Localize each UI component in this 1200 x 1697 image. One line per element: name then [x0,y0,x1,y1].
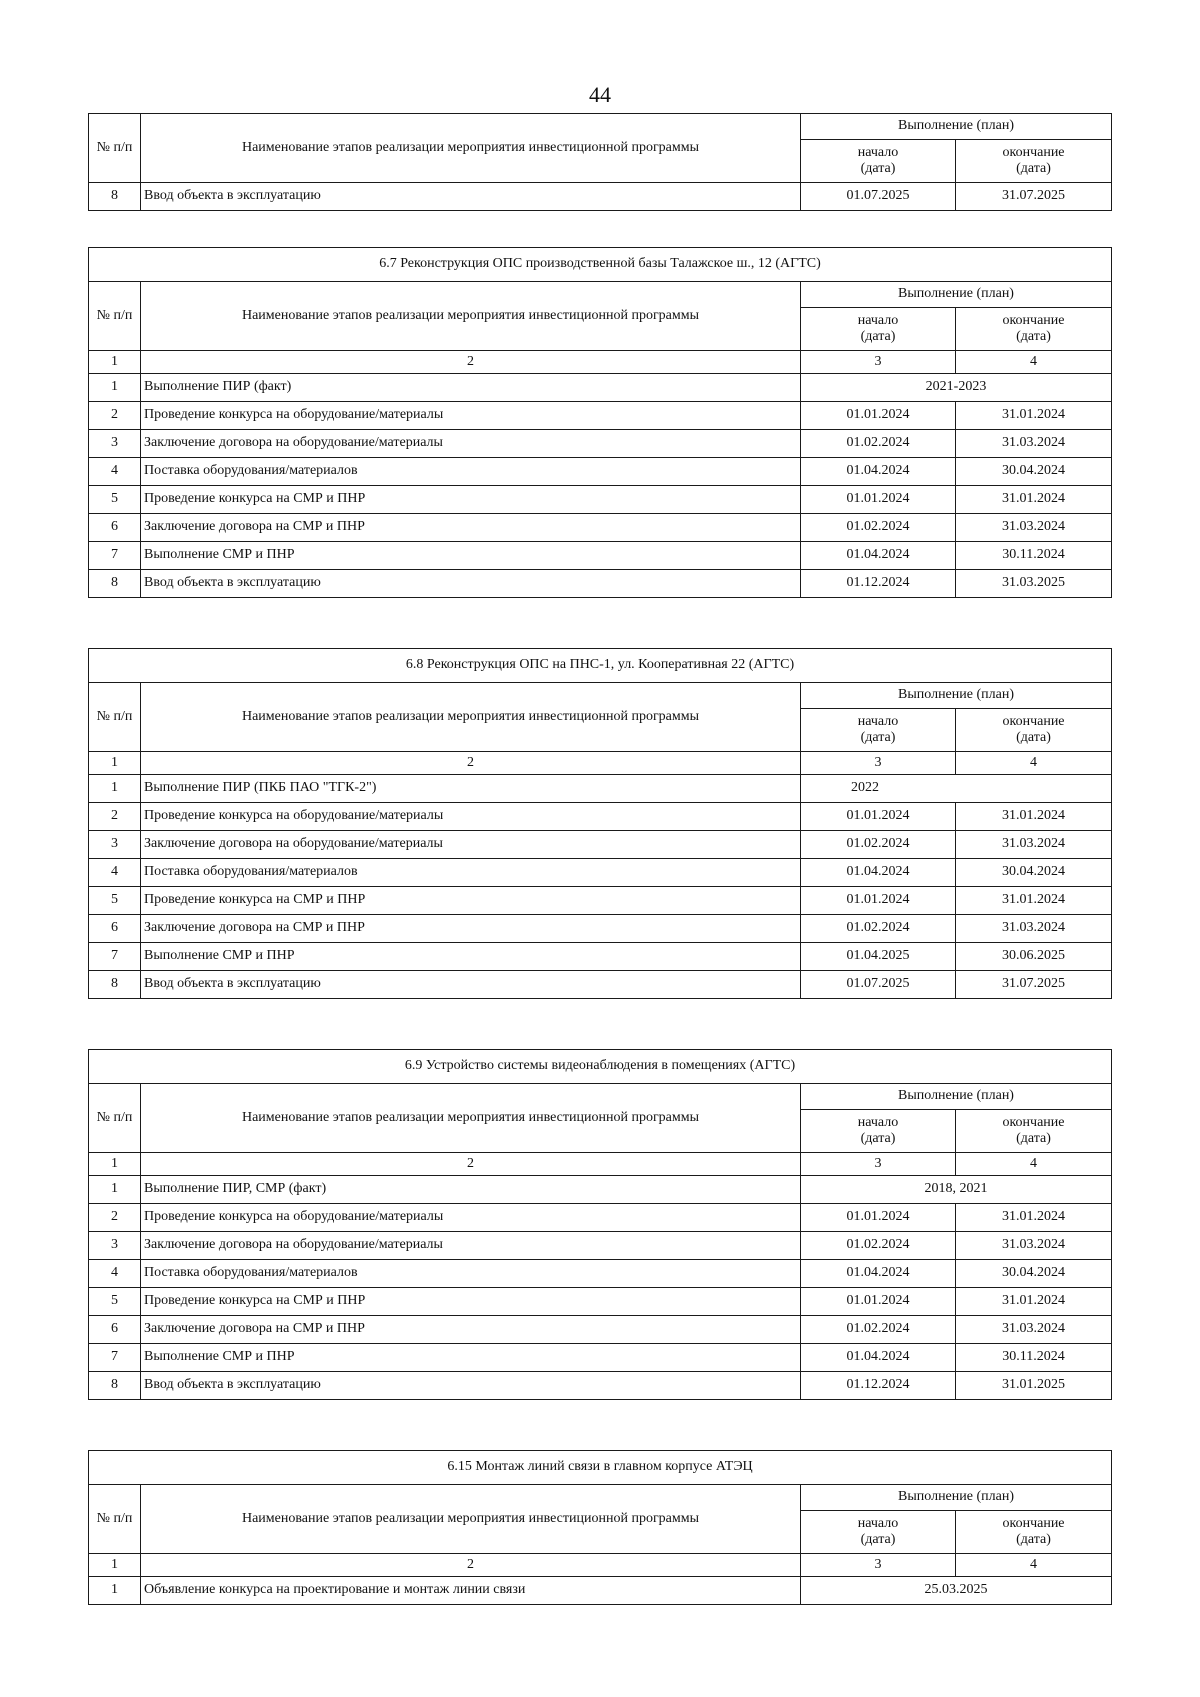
row-number: 7 [89,542,141,570]
column-number: 3 [801,351,956,374]
header-end-label: окончание [1002,713,1065,729]
start-date: 01.01.2024 [801,887,956,915]
table-title-row [89,1050,1112,1084]
header-start-unit: (дата) [860,1532,896,1547]
stage-name: Проведение конкурса на СМР и ПНР [141,486,801,514]
row-number: 8 [89,971,141,999]
row-number: 2 [89,1204,141,1232]
start-date: 01.12.2024 [801,1372,956,1400]
end-date: 31.03.2024 [956,1316,1112,1344]
header-end-unit: (дата) [1016,1532,1051,1547]
stage-name: Ввод объекта в эксплуатацию [141,183,801,211]
header-end [956,1110,1112,1153]
header-execution: Выполнение (план) [801,1084,1112,1110]
header-start [801,1511,956,1554]
end-date: 30.11.2024 [956,1344,1112,1372]
start-date: 01.02.2024 [801,1316,956,1344]
start-date: 01.01.2024 [801,1204,956,1232]
column-number: 2 [141,351,801,374]
column-number: 4 [956,1153,1112,1176]
stage-name: Заключение договора на оборудование/материалы [141,831,801,859]
table-title-row [89,649,1112,683]
table-row [89,1372,1112,1400]
column-numbers-row [89,351,1112,374]
stage-name: Поставка оборудования/материалов [141,458,801,486]
stage-name: Проведение конкурса на СМР и ПНР [141,887,801,915]
header-end-label: окончание [1002,312,1065,328]
header-start-label: начало [857,713,899,729]
header-execution: Выполнение (план) [801,1485,1112,1511]
header-no: № п/п [89,114,141,183]
header-end [956,308,1112,351]
stage-period: 2022 [801,775,1112,803]
table-row [89,542,1112,570]
table-row [89,430,1112,458]
table-row [89,1232,1112,1260]
column-number: 3 [801,1554,956,1577]
row-number: 8 [89,183,141,211]
end-date: 31.01.2024 [956,402,1112,430]
column-number: 4 [956,1554,1112,1577]
table-title: 6.8 Реконструкция ОПС на ПНС-1, ул. Кооперативная 22 (АГТС) [89,649,1112,683]
stage-name: Поставка оборудования/материалов [141,859,801,887]
end-date: 31.03.2024 [956,831,1112,859]
start-date: 01.01.2024 [801,803,956,831]
column-number: 4 [956,752,1112,775]
header-end-label: окончание [1002,1515,1065,1531]
start-date: 01.02.2024 [801,1232,956,1260]
header-start-label: начало [857,1515,899,1531]
stage-name: Выполнение СМР и ПНР [141,943,801,971]
stage-name: Ввод объекта в эксплуатацию [141,971,801,999]
header-execution: Выполнение (план) [801,683,1112,709]
table-row [89,183,1112,211]
end-date: 31.01.2024 [956,1288,1112,1316]
stage-table [88,1450,1112,1605]
stage-table [88,1049,1112,1400]
stage-name: Выполнение СМР и ПНР [141,1344,801,1372]
column-number: 3 [801,752,956,775]
row-number: 2 [89,402,141,430]
table-row [89,775,1112,803]
table-title: 6.15 Монтаж линий связи в главном корпусе АТЭЦ [89,1451,1112,1485]
row-number: 5 [89,887,141,915]
header-end-label: окончание [1002,1114,1065,1130]
start-date: 01.02.2024 [801,831,956,859]
table-title-row [89,248,1112,282]
table-row [89,803,1112,831]
end-date: 31.01.2025 [956,1372,1112,1400]
stage-name: Выполнение ПИР (факт) [141,374,801,402]
row-number: 3 [89,1232,141,1260]
row-number: 1 [89,1176,141,1204]
column-number: 1 [89,1554,141,1577]
stage-name: Объявление конкурса на проектирование и монтаж линии связи [141,1577,801,1605]
end-date: 31.03.2024 [956,430,1112,458]
row-number: 6 [89,915,141,943]
stage-name: Ввод объекта в эксплуатацию [141,570,801,598]
table-row [89,915,1112,943]
end-date: 30.04.2024 [956,1260,1112,1288]
header-name: Наименование этапов реализации мероприятия инвестиционной программы [141,683,801,752]
end-date: 31.01.2024 [956,486,1112,514]
header-name: Наименование этапов реализации мероприятия инвестиционной программы [141,1084,801,1153]
table-row [89,458,1112,486]
table-title: 6.9 Устройство системы видеонаблюдения в помещениях (АГТС) [89,1050,1112,1084]
stage-name: Проведение конкурса на оборудование/материалы [141,402,801,430]
stage-name: Проведение конкурса на оборудование/материалы [141,803,801,831]
header-no: № п/п [89,1485,141,1554]
start-date: 01.07.2025 [801,971,956,999]
stage-period: 2021-2023 [801,374,1112,402]
start-date: 01.04.2024 [801,1344,956,1372]
column-number: 1 [89,752,141,775]
end-date: 31.07.2025 [956,971,1112,999]
table-row [89,570,1112,598]
header-row [89,1485,1112,1511]
header-end [956,709,1112,752]
start-date: 01.04.2024 [801,458,956,486]
header-name: Наименование этапов реализации мероприятия инвестиционной программы [141,282,801,351]
header-execution: Выполнение (план) [801,282,1112,308]
column-number: 1 [89,351,141,374]
column-number: 1 [89,1153,141,1176]
header-end-unit: (дата) [1016,1131,1051,1146]
header-end-unit: (дата) [1016,161,1051,176]
row-number: 1 [89,374,141,402]
stage-table [88,648,1112,999]
stage-table [88,113,1112,211]
header-start [801,709,956,752]
table-row [89,486,1112,514]
row-number: 5 [89,1288,141,1316]
header-no: № п/п [89,282,141,351]
table-row [89,1577,1112,1605]
start-date: 01.04.2024 [801,542,956,570]
header-start-label: начало [857,144,899,160]
end-date: 31.01.2024 [956,887,1112,915]
table-row [89,1316,1112,1344]
end-date: 31.01.2024 [956,803,1112,831]
stage-name: Проведение конкурса на оборудование/материалы [141,1204,801,1232]
header-start-unit: (дата) [860,329,896,344]
table-row [89,374,1112,402]
end-date: 30.11.2024 [956,542,1112,570]
header-start [801,140,956,183]
start-date: 01.02.2024 [801,430,956,458]
header-end-unit: (дата) [1016,730,1051,745]
end-date: 30.06.2025 [956,943,1112,971]
header-start-unit: (дата) [860,1131,896,1146]
header-execution: Выполнение (план) [801,114,1112,140]
end-date: 31.01.2024 [956,1204,1112,1232]
header-name: Наименование этапов реализации мероприятия инвестиционной программы [141,114,801,183]
header-start [801,1110,956,1153]
row-number: 4 [89,458,141,486]
table-title-row [89,1451,1112,1485]
stage-name: Заключение договора на СМР и ПНР [141,915,801,943]
row-number: 1 [89,1577,141,1605]
header-start-unit: (дата) [860,161,896,176]
table-row [89,887,1112,915]
stage-table [88,247,1112,598]
start-date: 01.07.2025 [801,183,956,211]
header-name: Наименование этапов реализации мероприятия инвестиционной программы [141,1485,801,1554]
table-row [89,402,1112,430]
stage-name: Заключение договора на оборудование/материалы [141,430,801,458]
stage-name: Заключение договора на СМР и ПНР [141,514,801,542]
row-number: 7 [89,1344,141,1372]
row-number: 8 [89,570,141,598]
header-start-unit: (дата) [860,730,896,745]
header-end [956,1511,1112,1554]
table-row [89,943,1112,971]
start-date: 01.04.2025 [801,943,956,971]
header-end-unit: (дата) [1016,329,1051,344]
stage-period: 2018, 2021 [801,1176,1112,1204]
table-row [89,859,1112,887]
row-number: 8 [89,1372,141,1400]
header-row [89,683,1112,709]
start-date: 01.04.2024 [801,859,956,887]
end-date: 31.03.2024 [956,915,1112,943]
end-date: 30.04.2024 [956,859,1112,887]
start-date: 01.01.2024 [801,402,956,430]
header-no: № п/п [89,1084,141,1153]
column-numbers-row [89,1153,1112,1176]
start-date: 01.01.2024 [801,486,956,514]
column-numbers-row [89,1554,1112,1577]
stage-period: 25.03.2025 [801,1577,1112,1605]
row-number: 4 [89,1260,141,1288]
stage-name: Поставка оборудования/материалов [141,1260,801,1288]
header-row [89,282,1112,308]
end-date: 31.03.2025 [956,570,1112,598]
table-row [89,1344,1112,1372]
stage-name: Выполнение ПИР, СМР (факт) [141,1176,801,1204]
header-row [89,1084,1112,1110]
start-date: 01.02.2024 [801,915,956,943]
header-start-label: начало [857,1114,899,1130]
header-row [89,114,1112,140]
row-number: 3 [89,430,141,458]
end-date: 31.03.2024 [956,1232,1112,1260]
stage-name: Выполнение СМР и ПНР [141,542,801,570]
stage-name: Ввод объекта в эксплуатацию [141,1372,801,1400]
stage-name: Проведение конкурса на СМР и ПНР [141,1288,801,1316]
column-numbers-row [89,752,1112,775]
page-number: 44 [589,82,611,107]
table-row [89,1288,1112,1316]
row-number: 4 [89,859,141,887]
stage-name: Выполнение ПИР (ПКБ ПАО "ТГК-2") [141,775,801,803]
row-number: 2 [89,803,141,831]
start-date: 01.04.2024 [801,1260,956,1288]
row-number: 6 [89,1316,141,1344]
row-number: 1 [89,775,141,803]
stage-name: Заключение договора на СМР и ПНР [141,1316,801,1344]
end-date: 31.03.2024 [956,514,1112,542]
column-number: 2 [141,752,801,775]
row-number: 3 [89,831,141,859]
start-date: 01.01.2024 [801,1288,956,1316]
header-start [801,308,956,351]
row-number: 5 [89,486,141,514]
end-date: 30.04.2024 [956,458,1112,486]
column-number: 4 [956,351,1112,374]
row-number: 6 [89,514,141,542]
header-start-label: начало [857,312,899,328]
header-end [956,140,1112,183]
start-date: 01.12.2024 [801,570,956,598]
table-row [89,514,1112,542]
end-date: 31.07.2025 [956,183,1112,211]
table-row [89,1204,1112,1232]
stage-name: Заключение договора на оборудование/материалы [141,1232,801,1260]
column-number: 2 [141,1153,801,1176]
column-number: 3 [801,1153,956,1176]
table-row [89,1176,1112,1204]
header-end-label: окончание [1002,144,1065,160]
start-date: 01.02.2024 [801,514,956,542]
table-row [89,971,1112,999]
table-row [89,831,1112,859]
column-number: 2 [141,1554,801,1577]
header-no: № п/п [89,683,141,752]
table-title: 6.7 Реконструкция ОПС производственной базы Талажское ш., 12 (АГТС) [89,248,1112,282]
row-number: 7 [89,943,141,971]
table-row [89,1260,1112,1288]
